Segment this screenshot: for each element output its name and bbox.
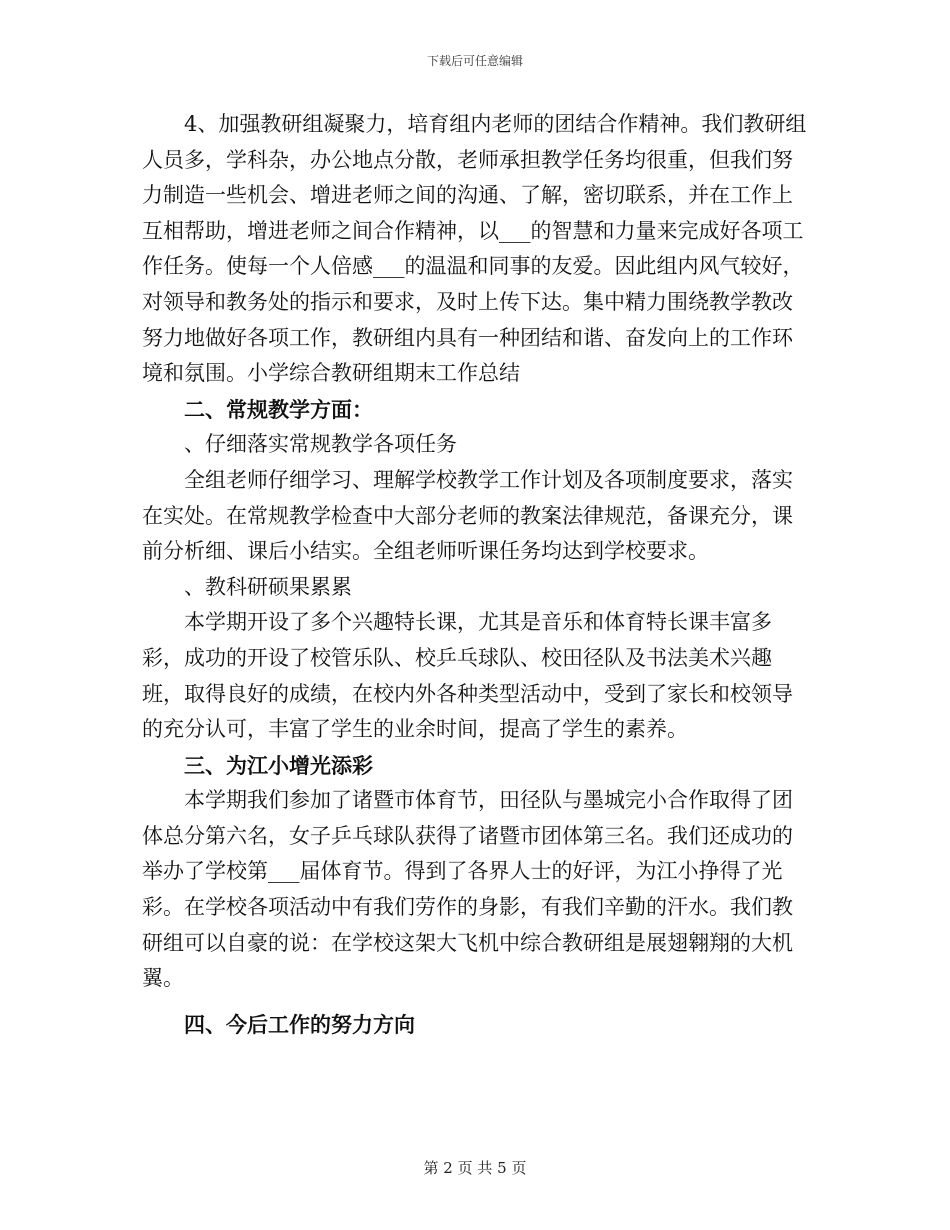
subheading-research-results: 、教科研硕果累累 [184, 574, 352, 599]
section-heading-future-direction: 四、今后工作的努力方向 [184, 1011, 415, 1037]
document-body [142, 107, 808, 1042]
paragraph-honor: 本学期我们参加了诸暨市体育节，田径队与墨城完小合作取得了团体总分第六名，女子乒乓球队获得了诸暨市团体第三名。我们还成功的举办了学校第___届体育节。得到了各界人士的好评，为江小挣得了光彩。在学校各项活动中有我们劳作的身影，有我们辛勤的汗水。我们教研组可以自豪的说：在学校这架大飞机中综合教研组是展翅翱翔的大机翼。 [142, 788, 793, 991]
page-footer: 第 2 页 共 5 页 [423, 1159, 527, 1177]
section-heading-honor: 三、为江小增光添彩 [184, 752, 373, 778]
paragraph-routine-tasks: 全组老师仔细学习、理解学校教学工作计划及各项制度要求，落实在实处。在常规教学检查中大部分老师的教案法律规范，备课充分，课前分析细、课后小结实。全组老师听课任务均达到学校要求。 [142, 467, 793, 564]
page-header: 下载后可任意编辑 [426, 54, 523, 68]
section-heading-routine-teaching: 二、常规教学方面： [184, 396, 373, 422]
subheading-routine-tasks: 、仔细落实常规教学各项任务 [184, 432, 457, 457]
paragraph-research-results: 本学期开设了多个兴趣特长课，尤其是音乐和体育特长课丰富多彩，成功的开设了校管乐队、校乒乓球队、校田径队及书法美术兴趣班，取得良好的成绩，在校内外各种类型活动中，受到了家长和校领导的充分认可，丰富了学生的业余时间，提高了学生的素养。 [142, 610, 793, 742]
paragraph-cohesion: 4、加强教研组凝聚力，培育组内老师的团结合作精神。我们教研组人员多，学科杂，办公地点分散，老师承担教学任务均很重，但我们努力制造一些机会、增进老师之间的沟通、了解，密切联系，并在工作上互相帮助，增进老师之间合作精神，以___的智慧和力量来完成好各项工作任务。使每一个人倍感___的温温和同事的友爱。因此组内风气较好，对领导和教务处的指示和要求，及时上传下达。集中精力围绕教学教改努力地做好各项工作，教研组内具有一种团结和谐、奋发向上的工作环境和氛围。小学综合教研组期末工作总结 [142, 112, 807, 386]
